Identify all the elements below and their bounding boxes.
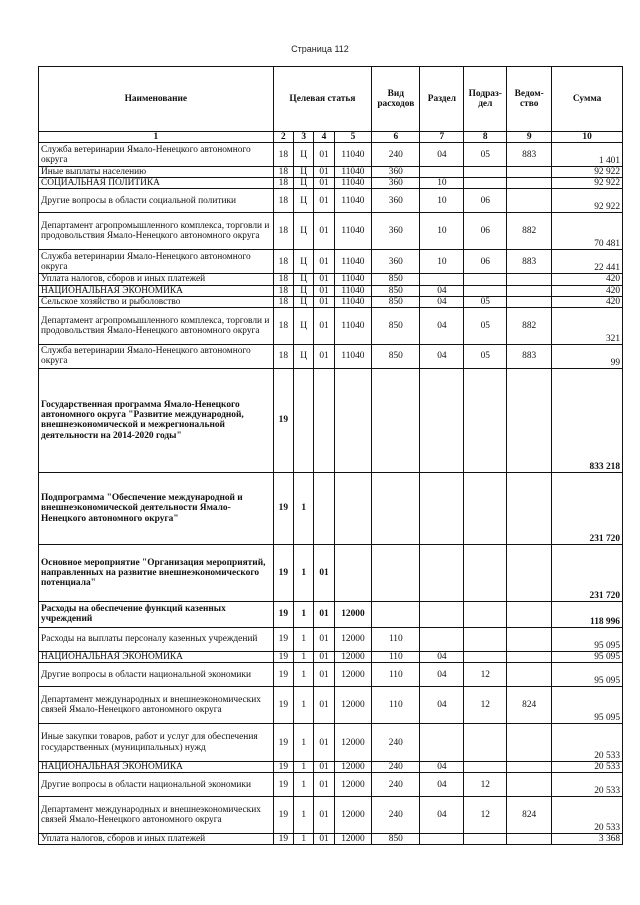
target-part-2 bbox=[294, 368, 314, 472]
vid-cell: 240 bbox=[372, 143, 420, 167]
target-part-1: 19 bbox=[273, 724, 293, 762]
target-part-4: 11040 bbox=[334, 344, 372, 368]
sum-cell: 1 401 bbox=[552, 143, 623, 167]
col-header-target: Целевая статья bbox=[273, 67, 372, 132]
sum-cell: 231 720 bbox=[552, 472, 623, 544]
table-row bbox=[39, 663, 623, 687]
razdel-cell bbox=[420, 472, 464, 544]
target-part-4: 12000 bbox=[334, 834, 372, 845]
vedom-cell bbox=[507, 178, 552, 189]
target-part-2: 1 bbox=[294, 601, 314, 627]
target-part-1: 19 bbox=[273, 663, 293, 687]
podrazdel-cell: 05 bbox=[464, 296, 507, 307]
razdel-cell bbox=[420, 274, 464, 285]
vedom-cell bbox=[507, 773, 552, 797]
table-row bbox=[39, 250, 623, 274]
budget-table bbox=[38, 66, 623, 845]
row-name: НАЦИОНАЛЬНАЯ ЭКОНОМИКА bbox=[39, 285, 274, 296]
vedom-cell bbox=[507, 601, 552, 627]
target-part-3: 01 bbox=[314, 544, 334, 601]
vedom-cell bbox=[507, 189, 552, 213]
razdel-cell: 04 bbox=[420, 663, 464, 687]
podrazdel-cell: 06 bbox=[464, 250, 507, 274]
vid-cell: 240 bbox=[372, 724, 420, 762]
vedom-cell bbox=[507, 167, 552, 178]
razdel-cell bbox=[420, 834, 464, 845]
col-number: 5 bbox=[334, 132, 372, 143]
table-row bbox=[39, 296, 623, 307]
row-name: Департамент агропромышленного комплекса, торговли и продовольствия Ямало-Ненецкого автономного округа bbox=[39, 213, 274, 250]
target-part-2: 1 bbox=[294, 544, 314, 601]
target-part-2: 1 bbox=[294, 762, 314, 773]
podrazdel-cell bbox=[464, 627, 507, 651]
target-part-3: 01 bbox=[314, 601, 334, 627]
row-name: Департамент международных и внешнеэкономических связей Ямало-Ненецкого автономного округа bbox=[39, 687, 274, 724]
vedom-cell: 883 bbox=[507, 344, 552, 368]
razdel-cell bbox=[420, 601, 464, 627]
razdel-cell: 04 bbox=[420, 762, 464, 773]
target-part-4: 12000 bbox=[334, 651, 372, 662]
target-part-2: Ц bbox=[294, 167, 314, 178]
vedom-cell bbox=[507, 368, 552, 472]
vid-cell: 360 bbox=[372, 167, 420, 178]
podrazdel-cell bbox=[464, 762, 507, 773]
column-number-row bbox=[39, 132, 623, 143]
target-part-2: 1 bbox=[294, 472, 314, 544]
sum-cell: 95 095 bbox=[552, 651, 623, 662]
row-name: Департамент международных и внешнеэкономических связей Ямало-Ненецкого автономного округа bbox=[39, 797, 274, 834]
col-header-vid: Вид расходов bbox=[372, 67, 420, 132]
podrazdel-cell bbox=[464, 178, 507, 189]
col-number: 4 bbox=[314, 132, 334, 143]
target-part-3: 01 bbox=[314, 651, 334, 662]
target-part-2: Ц bbox=[294, 143, 314, 167]
col-number: 2 bbox=[273, 132, 293, 143]
razdel-cell: 10 bbox=[420, 213, 464, 250]
target-part-2: Ц bbox=[294, 250, 314, 274]
target-part-1: 18 bbox=[273, 213, 293, 250]
target-part-1: 19 bbox=[273, 651, 293, 662]
vid-cell: 240 bbox=[372, 773, 420, 797]
row-name: Служба ветеринарии Ямало-Ненецкого автономного округа bbox=[39, 344, 274, 368]
target-part-1: 19 bbox=[273, 762, 293, 773]
target-part-4: 11040 bbox=[334, 307, 372, 344]
target-part-2: Ц bbox=[294, 178, 314, 189]
row-name: Департамент агропромышленного комплекса, торговли и продовольствия Ямало-Ненецкого автономного округа bbox=[39, 307, 274, 344]
podrazdel-cell: 12 bbox=[464, 663, 507, 687]
target-part-4: 12000 bbox=[334, 724, 372, 762]
target-part-4: 12000 bbox=[334, 797, 372, 834]
podrazdel-cell: 05 bbox=[464, 307, 507, 344]
target-part-2: Ц bbox=[294, 213, 314, 250]
target-part-3: 01 bbox=[314, 797, 334, 834]
target-part-4: 12000 bbox=[334, 762, 372, 773]
target-part-4: 12000 bbox=[334, 687, 372, 724]
target-part-1: 18 bbox=[273, 250, 293, 274]
vedom-cell: 883 bbox=[507, 143, 552, 167]
podrazdel-cell bbox=[464, 472, 507, 544]
sum-cell: 95 095 bbox=[552, 663, 623, 687]
vedom-cell: 882 bbox=[507, 213, 552, 250]
col-number: 7 bbox=[420, 132, 464, 143]
target-part-2: Ц bbox=[294, 189, 314, 213]
vedom-cell: 824 bbox=[507, 797, 552, 834]
target-part-2: Ц bbox=[294, 285, 314, 296]
razdel-cell bbox=[420, 368, 464, 472]
podrazdel-cell bbox=[464, 368, 507, 472]
razdel-cell: 04 bbox=[420, 285, 464, 296]
target-part-1: 18 bbox=[273, 274, 293, 285]
sum-cell: 92 922 bbox=[552, 178, 623, 189]
table-row bbox=[39, 472, 623, 544]
target-part-4 bbox=[334, 368, 372, 472]
vedom-cell bbox=[507, 627, 552, 651]
target-part-3: 01 bbox=[314, 344, 334, 368]
target-part-3: 01 bbox=[314, 250, 334, 274]
table-row bbox=[39, 627, 623, 651]
razdel-cell: 10 bbox=[420, 250, 464, 274]
vid-cell: 850 bbox=[372, 344, 420, 368]
table-row bbox=[39, 834, 623, 845]
target-part-1: 18 bbox=[273, 178, 293, 189]
razdel-cell bbox=[420, 167, 464, 178]
podrazdel-cell bbox=[464, 834, 507, 845]
sum-cell: 20 533 bbox=[552, 797, 623, 834]
razdel-cell: 04 bbox=[420, 143, 464, 167]
sum-cell: 231 720 bbox=[552, 544, 623, 601]
target-part-2: 1 bbox=[294, 724, 314, 762]
row-name: Подпрограмма "Обеспечение международной и внешнеэкономической деятельности Ямало-Ненецкого автономного округа" bbox=[39, 472, 274, 544]
row-name: Другие вопросы в области национальной экономики bbox=[39, 663, 274, 687]
target-part-1: 19 bbox=[273, 797, 293, 834]
target-part-3: 01 bbox=[314, 307, 334, 344]
col-header-name: Наименование bbox=[39, 67, 274, 132]
col-number: 9 bbox=[507, 132, 552, 143]
row-name: НАЦИОНАЛЬНАЯ ЭКОНОМИКА bbox=[39, 651, 274, 662]
vedom-cell bbox=[507, 651, 552, 662]
vedom-cell bbox=[507, 472, 552, 544]
podrazdel-cell bbox=[464, 274, 507, 285]
razdel-cell: 10 bbox=[420, 178, 464, 189]
target-part-2: Ц bbox=[294, 274, 314, 285]
vedom-cell bbox=[507, 544, 552, 601]
vedom-cell bbox=[507, 663, 552, 687]
target-part-3: 01 bbox=[314, 834, 334, 845]
sum-cell: 321 bbox=[552, 307, 623, 344]
razdel-cell: 04 bbox=[420, 344, 464, 368]
razdel-cell: 04 bbox=[420, 773, 464, 797]
col-header-vedom: Ведом-ство bbox=[507, 67, 552, 132]
target-part-1: 19 bbox=[273, 627, 293, 651]
podrazdel-cell: 05 bbox=[464, 143, 507, 167]
vedom-cell bbox=[507, 274, 552, 285]
sum-cell: 833 218 bbox=[552, 368, 623, 472]
podrazdel-cell: 12 bbox=[464, 797, 507, 834]
row-name: Уплата налогов, сборов и иных платежей bbox=[39, 274, 274, 285]
target-part-2: 1 bbox=[294, 687, 314, 724]
table-row bbox=[39, 544, 623, 601]
sum-cell: 92 922 bbox=[552, 167, 623, 178]
target-part-2: Ц bbox=[294, 296, 314, 307]
target-part-4 bbox=[334, 544, 372, 601]
target-part-4: 11040 bbox=[334, 250, 372, 274]
razdel-cell: 04 bbox=[420, 307, 464, 344]
target-part-4: 11040 bbox=[334, 274, 372, 285]
podrazdel-cell: 12 bbox=[464, 773, 507, 797]
target-part-4: 12000 bbox=[334, 773, 372, 797]
target-part-4: 11040 bbox=[334, 213, 372, 250]
vid-cell bbox=[372, 544, 420, 601]
razdel-cell: 04 bbox=[420, 651, 464, 662]
target-part-2: Ц bbox=[294, 307, 314, 344]
target-part-3: 01 bbox=[314, 189, 334, 213]
row-name: Расходы на обеспечение функций казенных учреждений bbox=[39, 601, 274, 627]
vid-cell: 360 bbox=[372, 189, 420, 213]
col-number: 3 bbox=[294, 132, 314, 143]
vedom-cell: 883 bbox=[507, 250, 552, 274]
target-part-3 bbox=[314, 472, 334, 544]
target-part-3: 01 bbox=[314, 178, 334, 189]
target-part-4: 11040 bbox=[334, 143, 372, 167]
razdel-cell bbox=[420, 627, 464, 651]
vedom-cell bbox=[507, 296, 552, 307]
razdel-cell: 04 bbox=[420, 687, 464, 724]
razdel-cell: 10 bbox=[420, 189, 464, 213]
row-name: Сельское хозяйство и рыболовство bbox=[39, 296, 274, 307]
table-row bbox=[39, 167, 623, 178]
vedom-cell bbox=[507, 724, 552, 762]
row-name: Государственная программа Ямало-Ненецкого автономного округа "Развитие международной, внешнеэкономической и межрегиональной деятельности на 2014-2020 годы" bbox=[39, 368, 274, 472]
target-part-1: 19 bbox=[273, 773, 293, 797]
target-part-1: 19 bbox=[273, 472, 293, 544]
target-part-3: 01 bbox=[314, 167, 334, 178]
vid-cell: 850 bbox=[372, 834, 420, 845]
vid-cell: 850 bbox=[372, 285, 420, 296]
target-part-2: 1 bbox=[294, 627, 314, 651]
col-number: 6 bbox=[372, 132, 420, 143]
row-name: Другие вопросы в области социальной политики bbox=[39, 189, 274, 213]
table-row bbox=[39, 307, 623, 344]
vedom-cell bbox=[507, 762, 552, 773]
sum-cell: 420 bbox=[552, 285, 623, 296]
target-part-3: 01 bbox=[314, 627, 334, 651]
target-part-3: 01 bbox=[314, 724, 334, 762]
vid-cell bbox=[372, 368, 420, 472]
table-row bbox=[39, 189, 623, 213]
target-part-4: 11040 bbox=[334, 178, 372, 189]
col-header-razdel: Раздел bbox=[420, 67, 464, 132]
table-row bbox=[39, 762, 623, 773]
col-header-podrazdel: Подраз-дел bbox=[464, 67, 507, 132]
podrazdel-cell bbox=[464, 285, 507, 296]
sum-cell: 420 bbox=[552, 274, 623, 285]
table-row bbox=[39, 274, 623, 285]
target-part-3: 01 bbox=[314, 296, 334, 307]
table-row bbox=[39, 344, 623, 368]
table-row bbox=[39, 797, 623, 834]
target-part-3: 01 bbox=[314, 773, 334, 797]
target-part-1: 18 bbox=[273, 307, 293, 344]
vid-cell bbox=[372, 601, 420, 627]
vid-cell: 850 bbox=[372, 296, 420, 307]
sum-cell: 95 095 bbox=[552, 627, 623, 651]
target-part-3: 01 bbox=[314, 762, 334, 773]
row-name: Служба ветеринарии Ямало-Ненецкого автономного округа bbox=[39, 250, 274, 274]
sum-cell: 70 481 bbox=[552, 213, 623, 250]
vedom-cell: 882 bbox=[507, 307, 552, 344]
target-part-1: 18 bbox=[273, 189, 293, 213]
podrazdel-cell bbox=[464, 651, 507, 662]
sum-cell: 20 533 bbox=[552, 762, 623, 773]
target-part-4: 11040 bbox=[334, 189, 372, 213]
vid-cell bbox=[372, 472, 420, 544]
table-row bbox=[39, 178, 623, 189]
row-name: Другие вопросы в области национальной экономики bbox=[39, 773, 274, 797]
row-name: СОЦИАЛЬНАЯ ПОЛИТИКА bbox=[39, 178, 274, 189]
row-name: Уплата налогов, сборов и иных платежей bbox=[39, 834, 274, 845]
vid-cell: 850 bbox=[372, 307, 420, 344]
target-part-4: 11040 bbox=[334, 167, 372, 178]
target-part-4: 11040 bbox=[334, 296, 372, 307]
target-part-3: 01 bbox=[314, 274, 334, 285]
vid-cell: 360 bbox=[372, 178, 420, 189]
sum-cell: 99 bbox=[552, 344, 623, 368]
page-header: Страница 112 bbox=[291, 44, 349, 54]
vid-cell: 110 bbox=[372, 627, 420, 651]
sum-cell: 20 533 bbox=[552, 773, 623, 797]
col-header-summa: Сумма bbox=[552, 67, 623, 132]
target-part-1: 18 bbox=[273, 344, 293, 368]
vid-cell: 360 bbox=[372, 213, 420, 250]
row-name: Основное мероприятие "Организация мероприятий, направленных на развитие внешнеэкономического потенциала" bbox=[39, 544, 274, 601]
col-number: 10 bbox=[552, 132, 623, 143]
table-row bbox=[39, 773, 623, 797]
target-part-2: 1 bbox=[294, 651, 314, 662]
row-name: Расходы на выплаты персоналу казенных учреждений bbox=[39, 627, 274, 651]
sum-cell: 95 095 bbox=[552, 687, 623, 724]
vedom-cell: 824 bbox=[507, 687, 552, 724]
vid-cell: 110 bbox=[372, 687, 420, 724]
razdel-cell: 04 bbox=[420, 797, 464, 834]
target-part-1: 19 bbox=[273, 834, 293, 845]
header-row bbox=[39, 67, 623, 132]
table-row bbox=[39, 601, 623, 627]
sum-cell: 420 bbox=[552, 296, 623, 307]
target-part-4 bbox=[334, 472, 372, 544]
target-part-1: 19 bbox=[273, 368, 293, 472]
podrazdel-cell bbox=[464, 724, 507, 762]
vid-cell: 850 bbox=[372, 274, 420, 285]
target-part-3: 01 bbox=[314, 687, 334, 724]
target-part-1: 18 bbox=[273, 285, 293, 296]
target-part-4: 11040 bbox=[334, 285, 372, 296]
col-number: 8 bbox=[464, 132, 507, 143]
table-row bbox=[39, 285, 623, 296]
target-part-2: 1 bbox=[294, 797, 314, 834]
vid-cell: 240 bbox=[372, 762, 420, 773]
target-part-1: 19 bbox=[273, 687, 293, 724]
sum-cell: 3 368 bbox=[552, 834, 623, 845]
sum-cell: 118 996 bbox=[552, 601, 623, 627]
target-part-3 bbox=[314, 368, 334, 472]
podrazdel-cell bbox=[464, 167, 507, 178]
target-part-4: 12000 bbox=[334, 627, 372, 651]
razdel-cell: 04 bbox=[420, 296, 464, 307]
target-part-3: 01 bbox=[314, 285, 334, 296]
target-part-4: 12000 bbox=[334, 601, 372, 627]
target-part-3: 01 bbox=[314, 213, 334, 250]
sum-cell: 92 922 bbox=[552, 189, 623, 213]
vid-cell: 110 bbox=[372, 651, 420, 662]
target-part-1: 18 bbox=[273, 143, 293, 167]
vid-cell: 360 bbox=[372, 250, 420, 274]
vedom-cell bbox=[507, 834, 552, 845]
target-part-3: 01 bbox=[314, 143, 334, 167]
table-row bbox=[39, 143, 623, 167]
podrazdel-cell bbox=[464, 601, 507, 627]
target-part-1: 18 bbox=[273, 167, 293, 178]
podrazdel-cell: 06 bbox=[464, 189, 507, 213]
podrazdel-cell: 05 bbox=[464, 344, 507, 368]
table-row bbox=[39, 213, 623, 250]
podrazdel-cell bbox=[464, 544, 507, 601]
target-part-3: 01 bbox=[314, 663, 334, 687]
vid-cell: 110 bbox=[372, 663, 420, 687]
vid-cell: 240 bbox=[372, 797, 420, 834]
podrazdel-cell: 06 bbox=[464, 213, 507, 250]
target-part-2: 1 bbox=[294, 834, 314, 845]
target-part-2: 1 bbox=[294, 663, 314, 687]
row-name: Иные выплаты населению bbox=[39, 167, 274, 178]
target-part-1: 19 bbox=[273, 601, 293, 627]
col-number: 1 bbox=[39, 132, 274, 143]
target-part-2: 1 bbox=[294, 773, 314, 797]
row-name: Служба ветеринарии Ямало-Ненецкого автономного округа bbox=[39, 143, 274, 167]
podrazdel-cell: 12 bbox=[464, 687, 507, 724]
sum-cell: 22 441 bbox=[552, 250, 623, 274]
target-part-1: 18 bbox=[273, 296, 293, 307]
razdel-cell bbox=[420, 724, 464, 762]
table-row bbox=[39, 368, 623, 472]
sum-cell: 20 533 bbox=[552, 724, 623, 762]
target-part-4: 12000 bbox=[334, 663, 372, 687]
row-name: НАЦИОНАЛЬНАЯ ЭКОНОМИКА bbox=[39, 762, 274, 773]
razdel-cell bbox=[420, 544, 464, 601]
table-row bbox=[39, 724, 623, 762]
target-part-2: Ц bbox=[294, 344, 314, 368]
target-part-1: 19 bbox=[273, 544, 293, 601]
table-row bbox=[39, 687, 623, 724]
vedom-cell bbox=[507, 285, 552, 296]
row-name: Иные закупки товаров, работ и услуг для обеспечения государственных (муниципальных) нужд bbox=[39, 724, 274, 762]
table-row bbox=[39, 651, 623, 662]
